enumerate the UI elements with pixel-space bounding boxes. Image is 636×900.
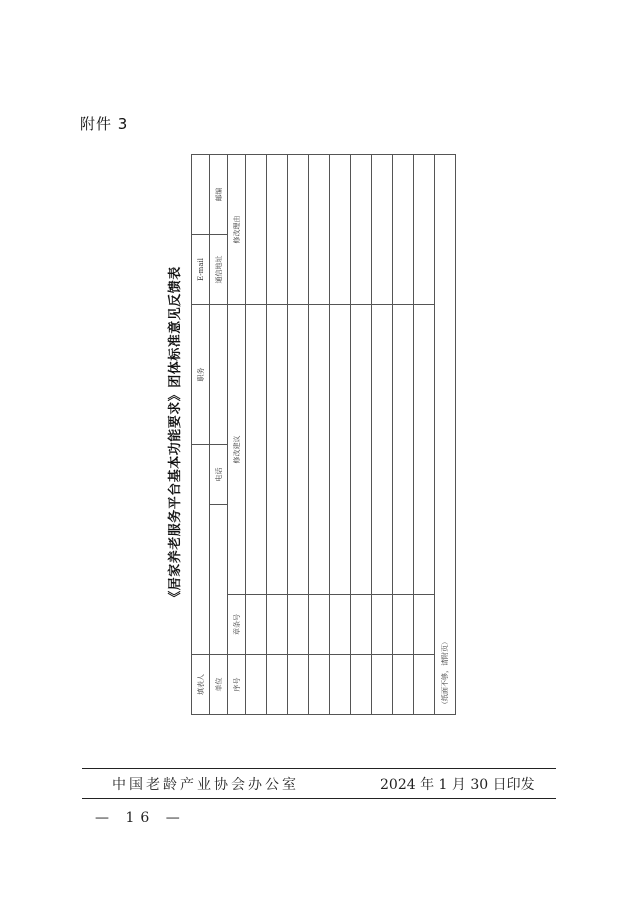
table-row	[309, 154, 330, 714]
table-row	[435, 154, 456, 714]
attachment-label: 附件 3	[80, 115, 129, 133]
table-row	[228, 154, 246, 714]
suggestion-header: 修改建议	[228, 304, 246, 594]
unit-cell	[210, 505, 228, 655]
address-label: 通信地址	[210, 234, 228, 304]
table-row	[246, 154, 267, 714]
footer-bottom-rule	[82, 798, 556, 799]
footer-date: 2024 年 1 月 30 日印发	[380, 777, 535, 793]
table-row	[414, 154, 435, 714]
phone-cell	[210, 304, 228, 444]
reason-header: 修改理由	[228, 154, 246, 304]
form-title: 《居家养老服务平台基本功能要求》团体标准意见反馈表	[168, 266, 183, 604]
table-row	[372, 154, 393, 714]
table-row	[210, 154, 228, 714]
rotated-form-area	[165, 155, 465, 715]
footer-org: 中国老龄产业协会办公室	[112, 777, 299, 793]
table-row	[288, 154, 309, 714]
email-label: E-mail	[192, 234, 210, 304]
seq-header: 序号	[228, 655, 246, 715]
feedback-form	[165, 155, 465, 715]
phone-label: 电话	[210, 444, 228, 504]
table-row	[330, 154, 351, 714]
submitter-cell	[192, 444, 210, 654]
page-number: — 16 —	[95, 810, 186, 826]
table-row	[393, 154, 414, 714]
position-label: 职务	[192, 304, 210, 444]
unit-label: 单位	[210, 655, 228, 715]
submitter-label: 填表人	[192, 655, 210, 715]
form-note: （纸面不够，请附页）	[435, 154, 456, 714]
email-cell	[192, 154, 210, 234]
clause-header: 章条号	[228, 595, 246, 655]
table-row	[267, 154, 288, 714]
postcode-label: 邮编	[210, 154, 228, 234]
feedback-table	[191, 154, 456, 715]
table-row	[192, 154, 210, 714]
table-row	[351, 154, 372, 714]
footer-top-rule	[82, 768, 556, 769]
